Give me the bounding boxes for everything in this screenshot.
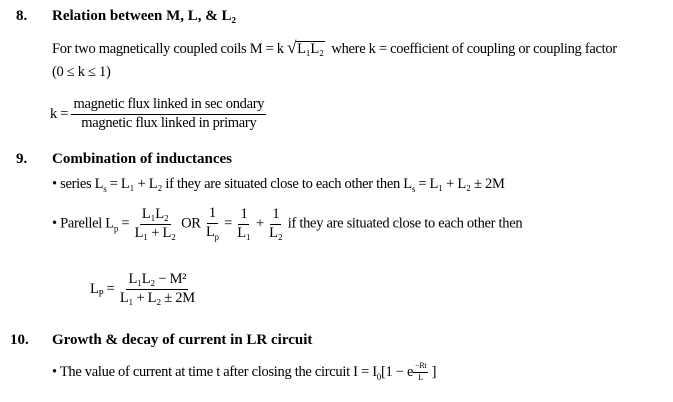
lp-denominator: L₁ + L₂ ± 2M: [119, 289, 195, 306]
parallel-tail: if they are situated close to each other then: [287, 215, 523, 232]
eq-sign-3: =: [106, 280, 115, 297]
section-number-8: 8.: [16, 8, 28, 24]
exp-num: −Rt: [413, 362, 428, 373]
exp-den: L: [418, 372, 423, 382]
parallel-fraction: [133, 207, 178, 242]
current-bullet-text: • The value of current at time t after closing the circuit I =: [52, 364, 369, 380]
lp-numerator: L₁L₂ − M²: [126, 272, 188, 290]
k-fraction: [71, 97, 266, 132]
series-sub: s: [103, 183, 107, 194]
series-rest: = L₁ + L₂ if they are situated close to each other then L: [106, 176, 412, 192]
section-title-10: Growth & decay of current in LR circuit: [52, 332, 313, 348]
series-line: [52, 176, 505, 194]
exponent-fraction: [413, 362, 428, 383]
k-range: (0 ≤ k ≤ 1): [52, 64, 111, 80]
lp-text: L: [205, 223, 215, 240]
series-label: • series L: [52, 176, 104, 192]
recip-lp: [204, 206, 221, 243]
intro-text: For two magnetically coupled coils M = k: [52, 41, 284, 57]
eq-sign: =: [121, 215, 130, 232]
parallel-line: [52, 206, 522, 243]
series-sub2: s: [411, 183, 416, 194]
close-bracket: ]: [431, 364, 437, 380]
lp-sub: p: [214, 231, 219, 242]
or-text: OR: [181, 215, 201, 232]
lp-fraction: [118, 272, 197, 307]
k-label: k =: [50, 105, 69, 122]
recip-l1-den: L₁: [237, 224, 251, 241]
recip-l2-den: L₂: [269, 224, 283, 241]
bracket-text: [1 − e: [380, 364, 414, 380]
lp2-sub: P: [98, 288, 104, 299]
i0-text: I: [372, 364, 377, 380]
section-number-9: 9.: [16, 151, 28, 167]
recip-lp-den: [204, 224, 221, 243]
k-numerator: magnetic flux linked in sec ondary: [71, 97, 266, 115]
recip-l1: [235, 207, 252, 242]
current-growth-line: [52, 362, 436, 383]
section-title-8: Relation between M, L, & L₂: [52, 8, 237, 24]
lp2-text: L: [90, 280, 99, 297]
recip-lp-num: 1: [207, 206, 218, 224]
lp-formula: [90, 272, 197, 307]
parallel-sub: p: [113, 223, 119, 234]
eq-sign-2: =: [224, 215, 232, 232]
parallel-denominator: L₁ + L₂: [134, 224, 176, 241]
k-denominator: magnetic flux linked in primary: [81, 114, 257, 131]
section-title-9: Combination of inductances: [52, 151, 233, 167]
plus-sign: +: [255, 215, 264, 232]
mutual-inductance-line: [52, 38, 617, 58]
section-number-10: 10.: [10, 332, 29, 348]
k-formula: [50, 97, 266, 132]
sqrt-symbol: √: [287, 38, 297, 57]
parallel-numerator: L₁L₂: [140, 207, 171, 225]
sqrt-content: L₁L₂: [297, 41, 324, 57]
i0-sub: 0: [376, 371, 381, 382]
recip-l1-num: 1: [238, 207, 249, 225]
where-text: where k = coefficient of coupling or coupling factor: [331, 41, 617, 57]
recip-l2: [267, 207, 284, 242]
parallel-label: • Parellel L: [52, 215, 114, 232]
series-end: = L₁ + L₂ ± 2M: [415, 176, 505, 192]
recip-l2-num: 1: [270, 207, 281, 225]
